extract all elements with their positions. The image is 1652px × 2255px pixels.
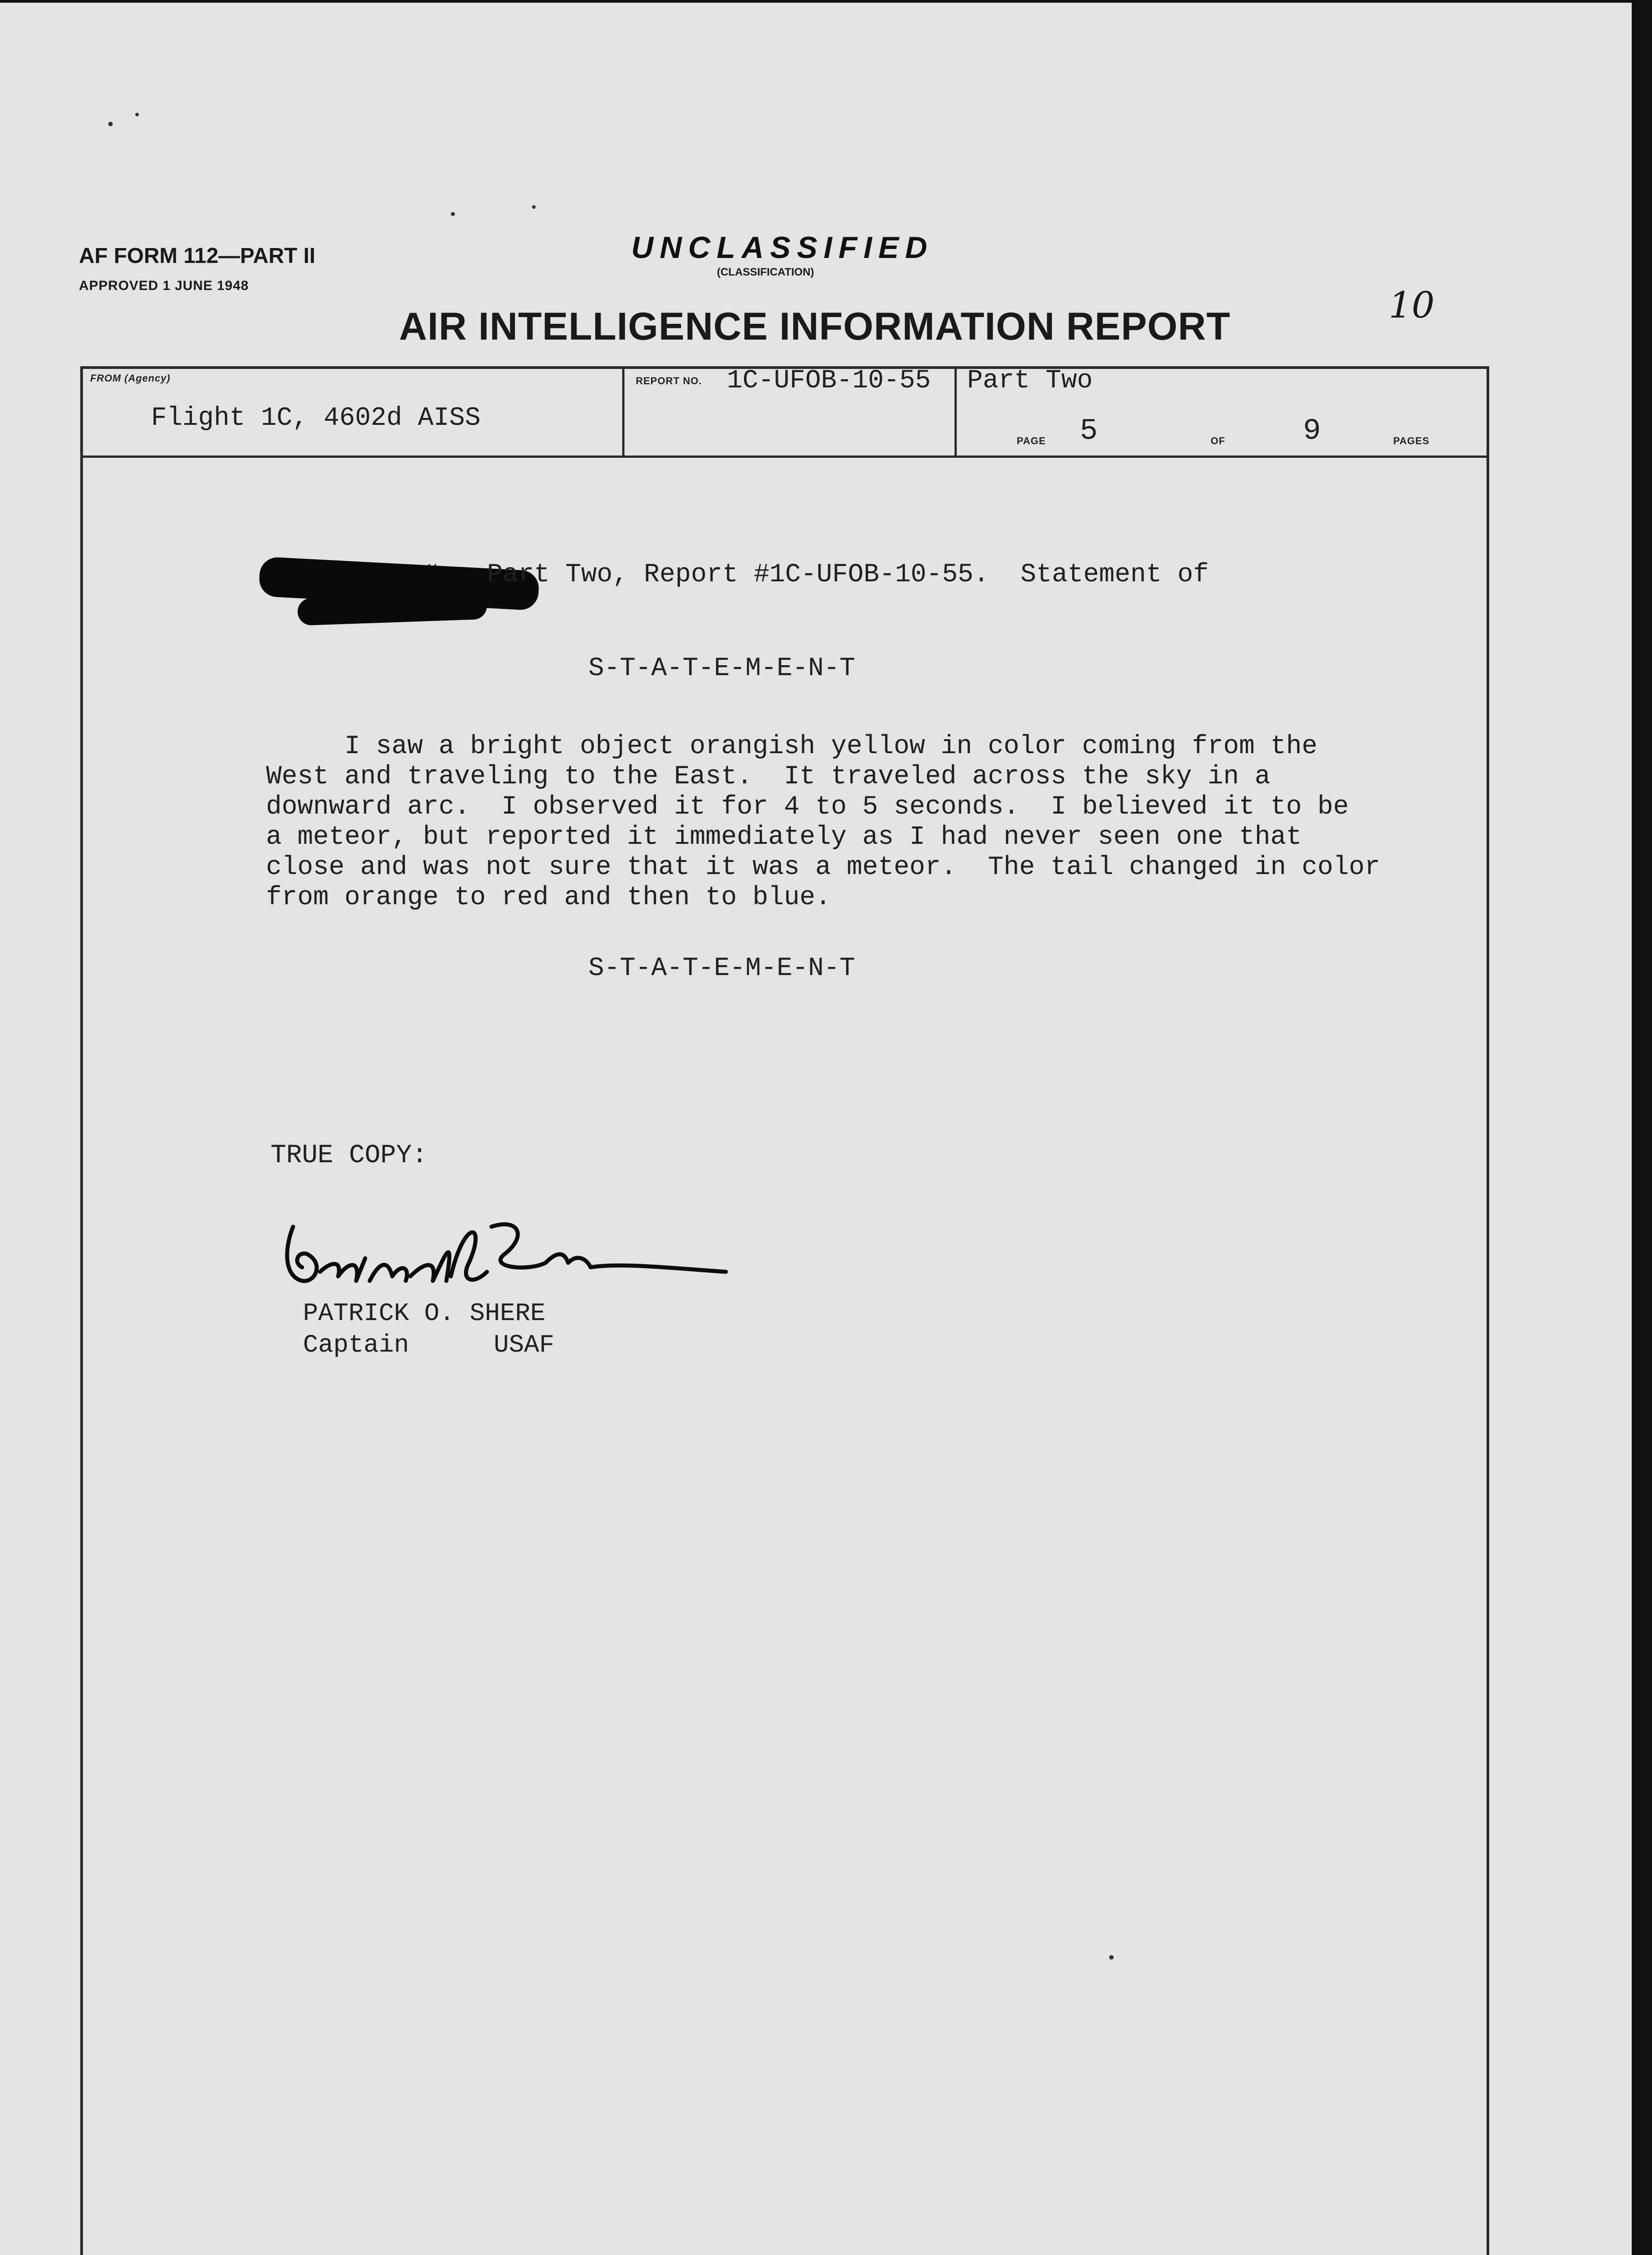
page-value: 5 <box>1080 414 1098 448</box>
form-id: AF FORM 112—PART II <box>79 244 316 268</box>
statement-line: West and traveling to the East. It traveled across the sky in a <box>266 762 1271 792</box>
pages-label: PAGES <box>1393 435 1430 446</box>
speck <box>532 205 536 209</box>
statement-line: I saw a bright object orangish yellow in color coming from the <box>266 732 1317 761</box>
statement-line: a meteor, but reported it immediately as I had never seen one that <box>266 823 1302 852</box>
report-title: AIR INTELLIGENCE INFORMATION REPORT <box>399 305 1231 348</box>
field-divider <box>954 366 957 456</box>
statement-line: downward arc. I observed it for 4 to 5 seconds. I believed it to be <box>266 792 1349 822</box>
classification-stamp-top: UNCLASSIFIED <box>631 230 934 265</box>
from-label: FROM (Agency) <box>90 373 170 384</box>
approved-date: APPROVED 1 JUNE 1948 <box>79 278 249 293</box>
signer-service: USAF <box>494 1330 555 1359</box>
page-edge-right <box>1632 0 1652 2255</box>
header-row-divider <box>80 456 1489 458</box>
report-no-value: 1C-UFOB-10-55 <box>727 366 931 396</box>
statement-line: close and was not sure that it was a meteor. The tail changed in color <box>266 853 1381 882</box>
page-label: PAGE <box>1017 435 1046 446</box>
speck <box>451 212 455 216</box>
speck <box>108 122 113 126</box>
statement-header: S-T-A-T-E-M-E-N-T <box>588 654 855 683</box>
from-value: Flight 1C, 4602d AISS <box>151 404 481 433</box>
statement-footer: S-T-A-T-E-M-E-N-T <box>588 954 855 983</box>
true-copy-label: TRUE COPY: <box>271 1141 428 1170</box>
field-divider <box>622 366 624 456</box>
speck <box>135 113 139 116</box>
report-no-label: REPORT NO. <box>636 375 702 387</box>
part-value: Part Two <box>967 366 1093 396</box>
inclosure-line: Part Two, Report #1C-UFOB-10-55. Statement of <box>487 560 1209 589</box>
handwritten-page-mark: 10 <box>1389 284 1435 326</box>
page-edge-top <box>0 0 1652 3</box>
signer-rank: Captain <box>303 1330 409 1359</box>
of-value: 9 <box>1303 414 1321 448</box>
signer-name: PATRICK O. SHERE <box>303 1299 546 1328</box>
of-label: OF <box>1211 435 1225 446</box>
statement-line: from orange to red and then to blue. <box>266 883 831 912</box>
classification-caption-top: (CLASSIFICATION) <box>717 266 814 278</box>
